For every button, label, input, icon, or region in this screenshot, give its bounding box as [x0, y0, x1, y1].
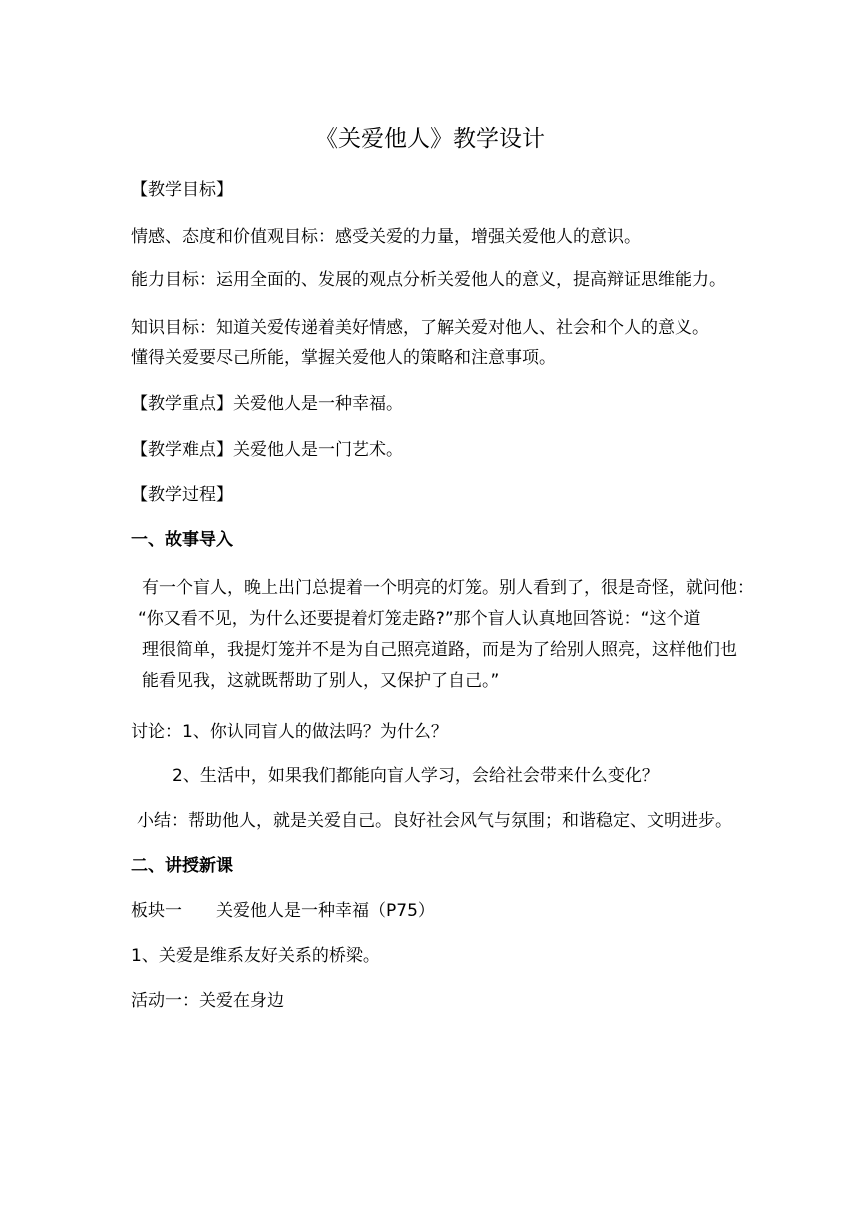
activity-1: 活动一：关爱在身边: [131, 991, 284, 1011]
process-heading: 【教学过程】: [131, 485, 233, 505]
discussion-question-1: 讨论：1、你认同盲人的做法吗？为什么？: [131, 722, 448, 742]
story-line: 理很简单，我提灯笼并不是为自己照亮道路，而是为了给别人照亮，这样他们也: [142, 640, 737, 660]
goals-heading: 【教学目标】: [131, 180, 233, 200]
story-line: 能看见我，这就既帮助了别人，又保护了自己。”: [142, 671, 500, 691]
key-point: 【教学重点】关爱他人是一种幸福。: [131, 394, 403, 414]
block-1-heading: 板块一 关爱他人是一种幸福（P75）: [131, 901, 435, 921]
goal-emotion: 情感、态度和价值观目标：感受关爱的力量，增强关爱他人的意识。: [131, 227, 641, 247]
goal-knowledge-line-1: 知识目标：知道关爱传递着美好情感，了解关爱对他人、社会和个人的意义。: [131, 318, 709, 338]
goal-knowledge-line-2: 懂得关爱要尽己所能，掌握关爱他人的策略和注意事项。: [131, 348, 556, 368]
discussion-question-2: 2、生活中，如果我们都能向盲人学习，会给社会带来什么变化？: [172, 766, 659, 786]
story-paragraph: [138, 573, 754, 697]
section-1-heading: 一、故事导入: [131, 530, 233, 550]
document-title: 《关爱他人》教学设计: [315, 126, 545, 152]
story-line: 有一个盲人，晚上出门总提着一个明亮的灯笼。别人看到了，很是奇怪，就问他：: [142, 578, 754, 598]
goal-ability: 能力目标：运用全面的、发展的观点分析关爱他人的意义，提高辩证思维能力。: [131, 270, 726, 290]
difficult-point: 【教学难点】关爱他人是一门艺术。: [131, 440, 403, 460]
section-2-heading: 二、讲授新课: [131, 856, 233, 876]
summary-text: 小结：帮助他人，就是关爱自己。良好社会风气与氛围；和谐稳定、文明进步。: [137, 811, 732, 831]
story-line: “你又看不见，为什么还要提着灯笼走路?”那个盲人认真地回答说：“这个道: [138, 609, 701, 629]
point-1: 1、关爱是维系友好关系的桥梁。: [131, 946, 380, 966]
